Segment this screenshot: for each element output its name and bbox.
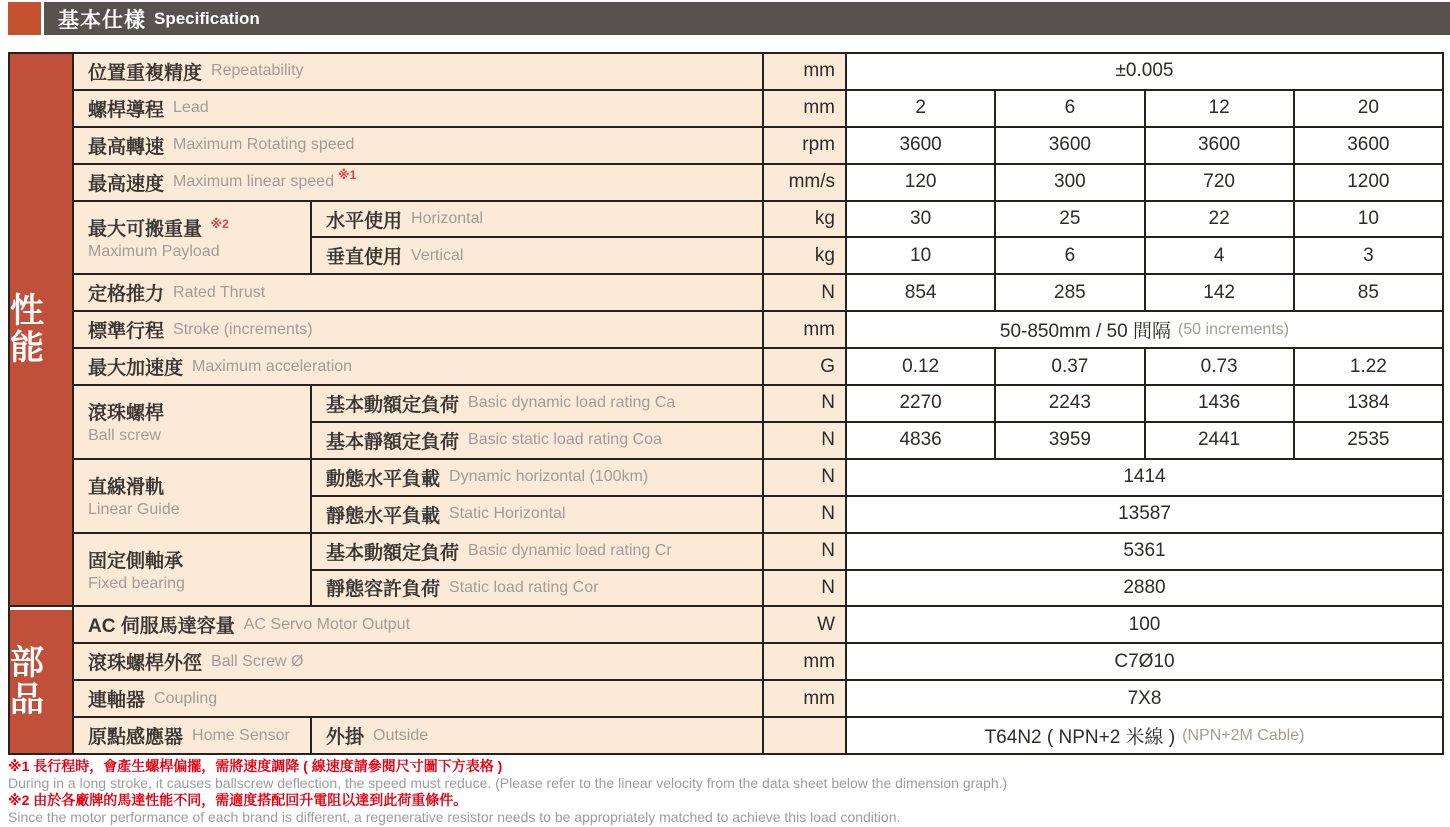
payload-horizontal-value-1: 30 <box>847 202 994 237</box>
payload-horizontal-label <box>312 202 762 237</box>
bearing-dynamic-label-en: Basic dynamic load rating Cr <box>468 542 672 560</box>
coupling-label <box>74 681 762 716</box>
thrust-value-1: 854 <box>847 275 994 310</box>
payload-vertical-label-en: Vertical <box>411 246 464 264</box>
ballscrew-static-label <box>312 423 762 458</box>
ballscrew-dynamic-value-1: 2270 <box>847 386 994 421</box>
bearing-group-label-en: Fixed bearing <box>88 575 185 593</box>
ballscrew-static-value-4: 2535 <box>1295 423 1442 458</box>
bearing-dynamic-unit: N <box>764 534 845 569</box>
ballscrew-dynamic-value-2: 2243 <box>996 386 1143 421</box>
coupling-label-en: Coupling <box>154 689 218 707</box>
guide-group-label-en: Linear Guide <box>88 501 180 519</box>
repeatability-label-zh: 位置重複精度 <box>88 62 203 84</box>
lead-unit: mm <box>764 91 845 126</box>
motor-label-zh: AC 伺服馬達容量 <box>88 616 235 638</box>
sidebar-parts-label: 部品 <box>10 643 44 719</box>
payload-vertical-value-3: 4 <box>1146 238 1293 273</box>
coupling-label-zh: 連軸器 <box>88 690 146 712</box>
motor-label <box>74 607 762 642</box>
rotating-speed-value-1: 3600 <box>847 128 994 163</box>
payload-vertical-label-zh: 垂直使用 <box>326 247 403 269</box>
linear-speed-unit: mm/s <box>764 165 845 200</box>
linear-speed-footnote-mark: ※1 <box>337 168 357 183</box>
payload-horizontal-value-2: 25 <box>996 202 1143 237</box>
footnotes <box>8 758 1442 826</box>
guide-dynamic-value: 1414 <box>847 460 1442 495</box>
sidebar-performance <box>10 54 72 605</box>
header-bar <box>44 2 1450 35</box>
stroke-value-note: (50 increments) <box>1177 320 1290 338</box>
bearing-dynamic-label <box>312 534 762 569</box>
lead-label-en: Lead <box>173 99 209 117</box>
payload-horizontal-label-zh: 水平使用 <box>326 210 403 232</box>
thrust-label-zh: 定格推力 <box>88 284 165 306</box>
guide-static-label-en: Static Horizontal <box>449 505 566 523</box>
ballscrew-group-label <box>74 386 310 458</box>
home-sensor-label-en: Home Sensor <box>192 726 290 744</box>
guide-static-label-zh: 靜態水平負載 <box>326 505 441 527</box>
ballscrew-static-value-3: 2441 <box>1146 423 1293 458</box>
home-sensor-unit <box>764 718 845 753</box>
guide-group-label-zh: 直線滑軌 <box>88 477 165 499</box>
guide-dynamic-label-en: Dynamic horizontal (100km) <box>449 468 649 486</box>
acceleration-value-2: 0.37 <box>996 349 1143 384</box>
acceleration-label-en: Maximum acceleration <box>192 357 353 375</box>
ballscrew-static-unit: N <box>764 423 845 458</box>
thrust-unit: N <box>764 275 845 310</box>
header-accent-square <box>8 2 41 35</box>
motor-value: 100 <box>847 607 1442 642</box>
payload-horizontal-unit: kg <box>764 202 845 237</box>
lead-label <box>74 91 762 126</box>
coupling-value: 7X8 <box>847 681 1442 716</box>
guide-dynamic-unit: N <box>764 460 845 495</box>
payload-group-label <box>74 202 310 274</box>
sidebar-performance-label: 性能 <box>10 291 44 367</box>
screw-od-label-en: Ball Screw Ø <box>211 652 304 670</box>
guide-static-unit: N <box>764 497 845 532</box>
linear-speed-value-1: 120 <box>847 165 994 200</box>
ballscrew-group-label-zh: 滾珠螺桿 <box>88 403 165 425</box>
repeatability-unit: mm <box>764 54 845 89</box>
bearing-static-label-en: Static load rating Cor <box>449 578 599 596</box>
home-sensor-value <box>847 718 1442 753</box>
ballscrew-dynamic-label <box>312 386 762 421</box>
screw-od-label <box>74 644 762 679</box>
payload-vertical-label <box>312 238 762 273</box>
payload-vertical-value-1: 10 <box>847 238 994 273</box>
stroke-value-main: 50-850mm / 50 間隔 <box>999 321 1171 343</box>
bearing-dynamic-label-zh: 基本動額定負荷 <box>326 542 460 564</box>
screw-od-label-zh: 滾珠螺桿外徑 <box>88 653 203 675</box>
bearing-dynamic-value: 5361 <box>847 534 1442 569</box>
rotating-speed-value-4: 3600 <box>1295 128 1442 163</box>
stroke-label-en: Stroke (increments) <box>173 320 313 338</box>
payload-horizontal-value-3: 22 <box>1146 202 1293 237</box>
page-title-zh: 基本仕樣 <box>58 8 146 32</box>
rotating-speed-value-3: 3600 <box>1146 128 1293 163</box>
ballscrew-group-label-en: Ball screw <box>88 427 161 445</box>
payload-footnote-mark: ※2 <box>210 216 229 231</box>
screw-od-unit: mm <box>764 644 845 679</box>
acceleration-value-3: 0.73 <box>1146 349 1293 384</box>
spec-table <box>8 52 1444 755</box>
footnote-2-en: Since the motor performance of each brand is different, a regenerative resistor needs to be appropriately matched to achieve this load condition. <box>8 809 901 825</box>
thrust-value-3: 142 <box>1146 275 1293 310</box>
guide-dynamic-label <box>312 460 762 495</box>
lead-value-4: 20 <box>1295 91 1442 126</box>
rotating-speed-value-2: 3600 <box>996 128 1143 163</box>
payload-vertical-value-2: 6 <box>996 238 1143 273</box>
repeatability-label-en: Repeatability <box>211 62 304 80</box>
acceleration-value-1: 0.12 <box>847 349 994 384</box>
linear-speed-value-2: 300 <box>996 165 1143 200</box>
screw-od-value: C7Ø10 <box>847 644 1442 679</box>
stroke-unit: mm <box>764 312 845 347</box>
repeatability-value: ±0.005 <box>847 54 1442 89</box>
thrust-value-4: 85 <box>1295 275 1442 310</box>
footnote-1-en: During in a long stroke, it causes ballscrew deflection, the speed must reduce. (Please refer to the linear velocity from the data sheet below the dimension graph.) <box>8 775 1008 791</box>
linear-speed-value-3: 720 <box>1146 165 1293 200</box>
section-header <box>0 2 1450 35</box>
thrust-label <box>74 275 762 310</box>
guide-group-label <box>74 460 310 532</box>
payload-vertical-unit: kg <box>764 238 845 273</box>
lead-value-2: 6 <box>996 91 1143 126</box>
home-sensor-label-zh: 原點感應器 <box>88 727 184 749</box>
home-sensor-value-note: (NPN+2M Cable) <box>1182 726 1305 744</box>
linear-speed-label <box>74 165 762 200</box>
acceleration-unit: G <box>764 349 845 384</box>
sidebar-parts <box>10 607 72 753</box>
ballscrew-dynamic-unit: N <box>764 386 845 421</box>
footnote-2-zh: ※2 由於各廠牌的馬達性能不同，需適度搭配回升電阻以達到此荷重條件。 <box>8 792 468 808</box>
lead-label-zh: 螺桿導程 <box>88 99 165 121</box>
stroke-label <box>74 312 762 347</box>
guide-dynamic-label-zh: 動態水平負載 <box>326 468 441 490</box>
acceleration-value-4: 1.22 <box>1295 349 1442 384</box>
bearing-group-label <box>74 534 310 606</box>
footnote-1-zh: ※1 長行程時，會產生螺桿偏擺，需將速度調降 ( 線速度請參閱尺寸圖下方表格 ) <box>8 758 503 774</box>
payload-horizontal-label-en: Horizontal <box>411 210 484 228</box>
ballscrew-static-value-1: 4836 <box>847 423 994 458</box>
rotating-speed-label-zh: 最高轉速 <box>88 136 165 158</box>
home-sensor-outside-label-en: Outside <box>373 726 429 744</box>
guide-static-label <box>312 497 762 532</box>
coupling-unit: mm <box>764 681 845 716</box>
repeatability-label <box>74 54 762 89</box>
lead-value-3: 12 <box>1146 91 1293 126</box>
payload-group-label-en: Maximum Payload <box>88 242 220 260</box>
bearing-static-label-zh: 靜態容許負荷 <box>326 579 441 601</box>
payload-group-label-line1 <box>88 214 229 241</box>
linear-speed-label-en: Maximum linear speed <box>173 173 334 191</box>
payload-vertical-value-4: 3 <box>1295 238 1442 273</box>
rotating-speed-label-en: Maximum Rotating speed <box>173 136 355 154</box>
ballscrew-dynamic-label-zh: 基本動額定負荷 <box>326 394 460 416</box>
ballscrew-dynamic-value-4: 1384 <box>1295 386 1442 421</box>
thrust-label-en: Rated Thrust <box>173 283 266 301</box>
linear-speed-label-zh: 最高速度 <box>88 173 165 195</box>
home-sensor-value-main: T64N2 ( NPN+2 米線 ) <box>984 727 1176 749</box>
acceleration-label-zh: 最大加速度 <box>88 358 184 380</box>
payload-horizontal-value-4: 10 <box>1295 202 1442 237</box>
stroke-label-zh: 標準行程 <box>88 321 165 343</box>
motor-label-en: AC Servo Motor Output <box>243 615 411 633</box>
stroke-value <box>847 312 1442 347</box>
ballscrew-dynamic-label-en: Basic dynamic load rating Ca <box>468 394 676 412</box>
ballscrew-dynamic-value-3: 1436 <box>1146 386 1293 421</box>
bearing-static-value: 2880 <box>847 571 1442 606</box>
acceleration-label <box>74 349 762 384</box>
bearing-static-unit: N <box>764 571 845 606</box>
rotating-speed-unit: rpm <box>764 128 845 163</box>
page-title-en: Specification <box>154 8 260 28</box>
bearing-group-label-zh: 固定側軸承 <box>88 551 184 573</box>
thrust-value-2: 285 <box>996 275 1143 310</box>
linear-speed-value-4: 1200 <box>1295 165 1442 200</box>
ballscrew-static-label-en: Basic static load rating Coa <box>468 431 662 449</box>
ballscrew-static-label-zh: 基本靜額定負荷 <box>326 431 460 453</box>
motor-unit: W <box>764 607 845 642</box>
payload-group-label-zh: 最大可搬重量 <box>88 218 203 240</box>
home-sensor-label <box>74 718 310 753</box>
home-sensor-outside-label-zh: 外掛 <box>326 727 365 749</box>
rotating-speed-label <box>74 128 762 163</box>
bearing-static-label <box>312 571 762 606</box>
home-sensor-outside-label <box>312 718 762 753</box>
ballscrew-static-value-2: 3959 <box>996 423 1143 458</box>
lead-value-1: 2 <box>847 91 994 126</box>
guide-static-value: 13587 <box>847 497 1442 532</box>
